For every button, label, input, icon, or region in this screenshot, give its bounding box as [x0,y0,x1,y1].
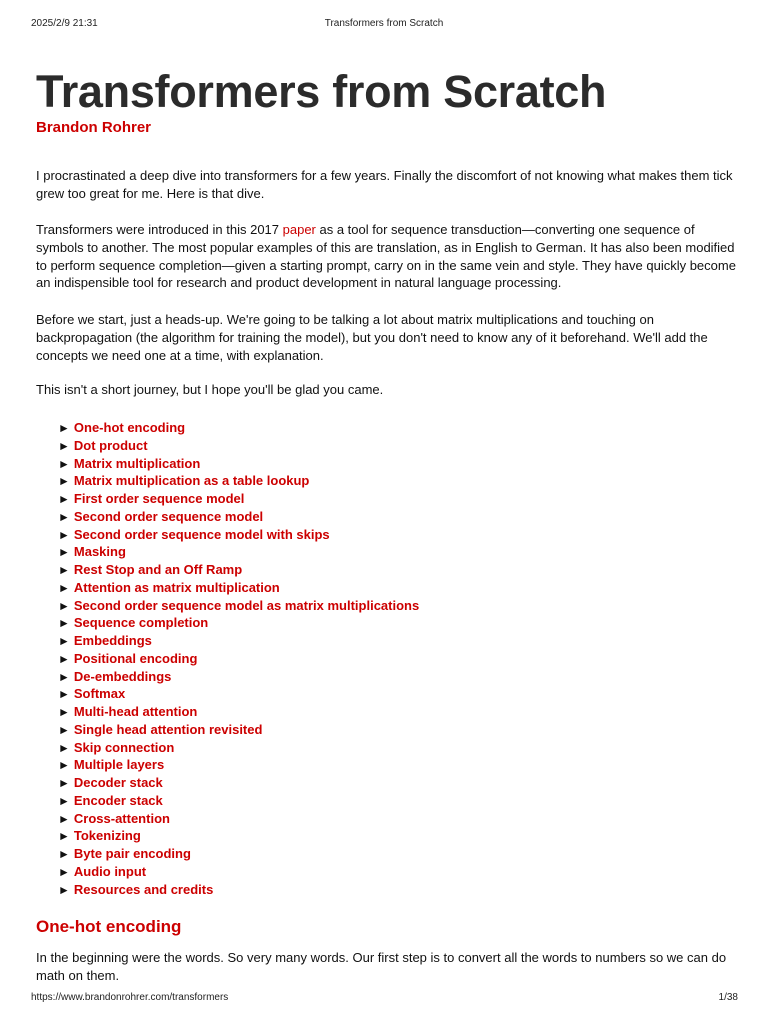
toc-link[interactable]: Softmax [73,686,126,702]
toc-arrow-icon: ► [58,669,70,684]
paper-paragraph-end: as a tool for sequence transduction—converting one sequence of symbols to another. The most popular examples of this are translation, as in English to German. It has also been modified to perform sequence completion—given a starting prompt, carry on in the same vein and style. They have quickly become an indispensible tool for research and product development in natural language processing. [36,222,736,291]
toc-arrow-icon: ► [58,421,70,435]
toc-item [58,455,419,473]
toc-link[interactable]: Second order sequence model as matrix multiplications [73,597,420,613]
toc-item [58,792,419,810]
table-of-contents [58,419,419,898]
toc-item [58,863,419,881]
toc-link[interactable]: Tokenizing [73,828,141,844]
toc-arrow-icon: ► [58,651,70,666]
toc-item [58,472,419,490]
toc-item [58,526,419,544]
toc-arrow-icon: ► [58,438,70,453]
toc-arrow-icon: ► [58,740,70,755]
toc-arrow-icon: ► [58,847,70,861]
toc-item [58,490,419,508]
intro-paragraph: I procrastinated a deep dive into transformers for a few years. Finally the discomfort of not knowing what makes them tick grew too great for me. Here is that dive. [36,168,733,201]
toc-arrow-icon: ► [58,705,70,719]
toc-item [58,437,419,455]
toc-item [58,668,419,686]
toc-item [58,810,419,828]
toc-arrow-icon: ► [58,456,70,471]
toc-item [58,508,419,526]
toc-item [58,614,419,632]
toc-link[interactable]: Rest Stop and an Off Ramp [73,562,243,577]
journey-paragraph: This isn't a short journey, but I hope you'll be glad you came. [36,382,384,397]
toc-link[interactable]: Matrix multiplication as a table lookup [73,473,310,489]
toc-link[interactable]: Byte pair encoding [73,846,191,861]
author-name: Brandon Rohrer [36,119,152,136]
toc-arrow-icon: ► [58,811,70,826]
section-heading-one-hot-encoding: One-hot encoding [36,917,182,936]
toc-item [58,650,419,668]
toc-item [58,703,419,721]
print-header-datetime: 2025/2/9 21:31 [31,18,98,29]
toc-link[interactable]: One-hot encoding [73,420,186,435]
toc-link[interactable]: De-embeddings [73,668,172,684]
toc-arrow-icon: ► [58,580,70,595]
toc-arrow-icon: ► [58,793,70,808]
toc-arrow-icon: ► [58,527,70,542]
toc-link[interactable]: Audio input [73,863,147,879]
toc-link[interactable]: Sequence completion [73,615,209,631]
toc-item [58,881,419,899]
toc-link[interactable]: Multi-head attention [73,704,198,719]
toc-link[interactable]: Decoder stack [73,775,163,790]
toc-arrow-icon: ► [58,687,70,702]
toc-arrow-icon: ► [58,634,70,648]
toc-item [58,756,419,774]
print-header-title: Transformers from Scratch [324,18,444,29]
toc-item [58,721,419,739]
toc-item [58,561,419,579]
toc-arrow-icon: ► [58,545,70,560]
toc-arrow-icon: ► [58,722,70,737]
toc-item [58,739,419,757]
toc-link[interactable]: Second order sequence model [73,508,264,524]
toc-link[interactable]: Matrix multiplication [73,455,201,471]
heads-up-paragraph: Before we start, just a heads-up. We're going to be talking a lot about matrix multiplications and touching on backpropagation (the algorithm for training the model), but you don't need to know any of it beforehand. We'll add the concepts we need one at a time, with explanation. [36,312,708,363]
toc-link[interactable]: Encoder stack [73,792,163,808]
toc-link[interactable]: Skip connection [73,739,175,755]
page-title: Transformers from Scratch [36,66,607,117]
paper-paragraph [36,221,736,292]
toc-arrow-icon: ► [58,616,70,631]
toc-item [58,543,419,561]
toc-link[interactable]: Positional encoding [73,650,198,666]
toc-item [58,845,419,863]
toc-arrow-icon: ► [58,509,70,524]
toc-arrow-icon: ► [58,563,70,577]
toc-arrow-icon: ► [58,776,70,790]
toc-arrow-icon: ► [58,598,70,613]
toc-link[interactable]: Embeddings [73,633,152,648]
toc-arrow-icon: ► [58,492,70,506]
toc-arrow-icon: ► [58,864,70,879]
toc-item [58,827,419,845]
toc-link[interactable]: Cross-attention [73,810,170,826]
toc-arrow-icon: ► [58,474,70,489]
section-paragraph: In the beginning were the words. So very many words. Our first step is to convert all the words to numbers so we can do math on them. [36,950,727,983]
toc-link[interactable]: Attention as matrix multiplication [73,579,280,595]
toc-link[interactable]: Masking [73,544,126,560]
toc-link[interactable]: Second order sequence model with skips [73,526,330,542]
toc-link[interactable]: Dot product [73,437,148,453]
toc-item [58,597,419,615]
toc-link[interactable]: Multiple layers [73,757,165,773]
paper-link[interactable]: paper [282,222,316,237]
print-footer-url: https://www.brandonrohrer.com/transformers [31,992,229,1003]
toc-arrow-icon: ► [58,882,70,897]
toc-item [58,632,419,650]
toc-link[interactable]: Single head attention revisited [73,721,263,737]
toc-item [58,774,419,792]
toc-item [58,579,419,597]
toc-arrow-icon: ► [58,829,70,844]
toc-item [58,419,419,437]
toc-arrow-icon: ► [58,758,70,773]
toc-item [58,685,419,703]
toc-link[interactable]: Resources and credits [73,881,214,897]
paper-paragraph-start: Transformers were introduced in this 2017 [36,222,283,237]
toc-link[interactable]: First order sequence model [73,491,245,506]
print-footer-page-number: 1/38 [718,992,738,1003]
